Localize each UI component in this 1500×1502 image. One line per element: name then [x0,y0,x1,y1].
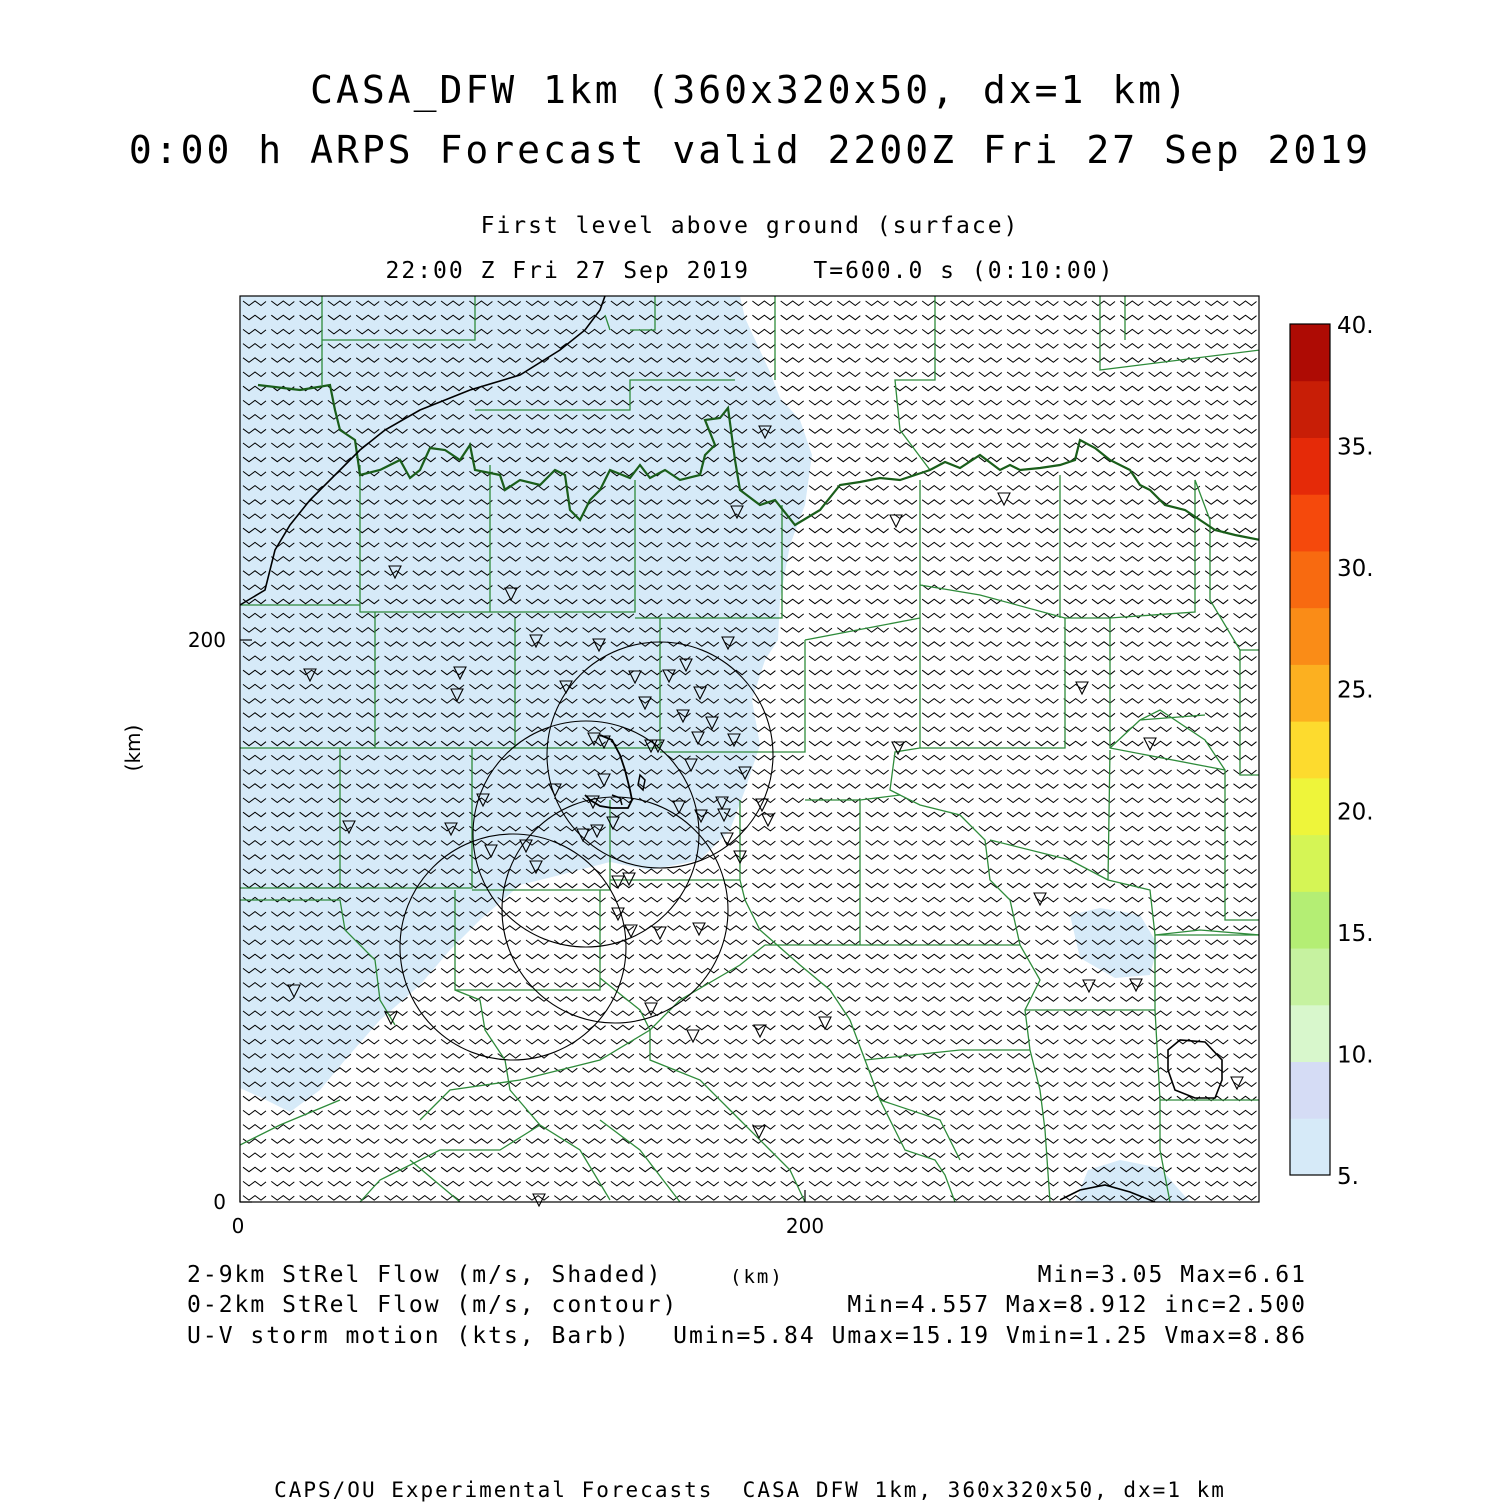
legend-contour-label: 0-2km StRel Flow (m/s, contour) [187,1292,679,1318]
colorbar-label: 10. [1337,1042,1374,1069]
colorbar-label: 35. [1337,434,1374,461]
colorbar-swatch [1290,891,1330,948]
station-marker [1144,738,1156,750]
subtitle-line-2: 22:00 Z Fri 27 Sep 2019 T=600.0 s (0:10:00) [385,258,1115,284]
x-tick-200: 200 [785,1214,825,1238]
colorbar-swatch [1290,948,1330,1005]
colorbar-swatch [1290,381,1330,438]
station-marker [612,876,624,888]
station-marker [998,493,1010,505]
station-marker [819,1017,831,1029]
station-marker [753,1126,765,1138]
colorbar [1290,324,1330,1176]
title-line-2: 0:00 h ARPS Forecast valid 2200Z Fri 27 Sep 2019 [128,128,1372,172]
legend-barb-label: U-V storm motion (kts, Barb) [187,1323,631,1349]
legend-shaded-label: 2-9km StRel Flow (m/s, Shaded) [187,1262,663,1288]
station-marker [756,799,768,811]
subtitle-line-1: First level above ground (surface) [480,213,1020,239]
legend-shaded-stats: Min=3.05 Max=6.61 [1037,1262,1307,1288]
station-marker [645,1003,657,1015]
station-marker [1083,980,1095,992]
colorbar-swatch [1290,1118,1330,1175]
station-marker [623,873,635,885]
legend-barb-stats: Umin=5.84 Umax=15.19 Vmin=1.25 Vmax=8.86 [673,1323,1307,1349]
colorbar-swatch [1290,1062,1330,1119]
colorbar-swatch [1290,437,1330,494]
station-marker [754,1025,766,1037]
station-marker [1076,682,1088,694]
y-axis-label: (km) [121,724,145,772]
colorbar-swatch [1290,551,1330,608]
colorbar-label: 25. [1337,677,1374,704]
colorbar-swatch [1290,664,1330,721]
station-marker [890,515,902,527]
colorbar-swatch [1290,494,1330,551]
footer-credit: CAPS/OU Experimental Forecasts CASA DFW 1km, 360x320x50, dx=1 km [274,1478,1226,1502]
y-tick-200: 200 [187,628,226,652]
colorbar-swatch [1290,721,1330,778]
colorbar-label: 15. [1337,920,1374,947]
x-axis-label: (km) [730,1266,784,1288]
colorbar-label: 20. [1337,799,1374,826]
title-line-1: CASA_DFW 1km (360x320x50, dx=1 km) [310,68,1190,112]
colorbar-swatch [1290,608,1330,665]
station-marker [1034,893,1046,905]
colorbar-swatch [1290,1005,1330,1062]
colorbar-label: 30. [1337,556,1374,583]
x-tick-0: 0 [231,1214,245,1238]
colorbar-labels [1337,313,1374,1190]
colorbar-swatch [1290,835,1330,892]
station-marker [1231,1077,1243,1089]
colorbar-swatch [1290,324,1330,381]
colorbar-label: 40. [1337,313,1374,339]
colorbar-swatch [1290,778,1330,835]
colorbar-label: 5. [1337,1164,1359,1190]
legend-contour-stats: Min=4.557 Max=8.912 inc=2.500 [847,1292,1307,1318]
y-tick-0: 0 [213,1190,226,1214]
